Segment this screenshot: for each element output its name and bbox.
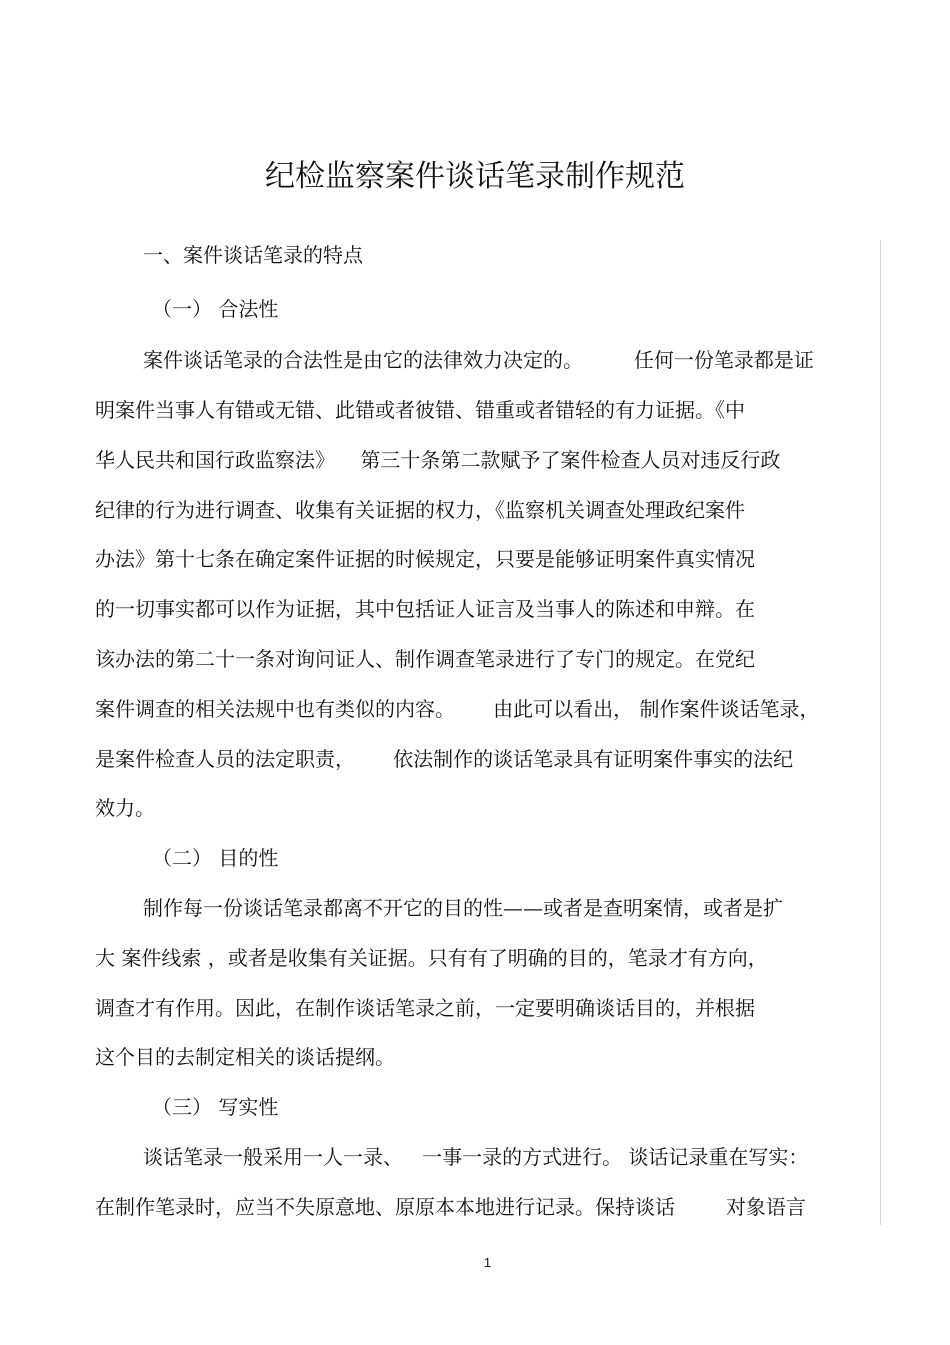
paragraph-line: 案件谈话笔录的合法性是由它的法律效力决定的。 任何一份笔录都是证 (143, 348, 814, 372)
paragraph-line: 调查才有作用。因此，在制作谈话笔录之前，一定要明确谈话目的，并根据 (95, 996, 755, 1020)
paragraph-line: 纪律的行为进行调查、收集有关证据的权力，《监察机关调查处理政纪案件 (95, 498, 745, 522)
subsection-heading: （一） 合法性 (152, 297, 279, 321)
paragraph-line: 案件调查的相关法规中也有类似的内容。 由此可以看出， 制作案件谈话笔录， (95, 697, 820, 721)
paragraph-line: 是案件检查人员的法定职责， 依法制作的谈话笔录具有证明案件事实的法纪 (95, 747, 794, 771)
paragraph-line: 这个目的去制定相关的谈话提纲。 (95, 1045, 395, 1069)
document-title: 纪检监察案件谈话笔录制作规范 (265, 159, 685, 194)
paragraph-line: 明案件当事人有错或无错、此错或者彼错、错重或者错轻的有力证据。《中 (95, 398, 745, 422)
paragraph-line: 华人民共和国行政监察法》 第三十条第二款赋予了案件检查人员对违反行政 (95, 448, 781, 472)
paragraph-line: 的一切事实都可以作为证据，其中包括证人证言及当事人的陈述和申辩。在 (95, 597, 755, 621)
paragraph-line: 办法》第十七条在确定案件证据的时候规定，只要是能够证明案件真实情况 (95, 547, 755, 571)
paragraph-line: 效力。 (95, 796, 155, 820)
paragraph-line: 制作每一份谈话笔录都离不开它的目的性——或者是查明案情，或者是扩 (143, 896, 783, 920)
subsection-heading: （三） 写实性 (152, 1095, 279, 1119)
paragraph-line: 谈话笔录一般采用一人一录、 一事一录的方式进行。 谈话记录重在写实： (143, 1145, 809, 1169)
page-number: 1 (483, 1255, 492, 1270)
paragraph-line: 在制作笔录时，应当不失原意地、原原本本地进行记录。保持谈话 对象语言 (95, 1195, 806, 1219)
subsection-heading: （二） 目的性 (152, 846, 279, 870)
paragraph-line: 大 案件线索 ，或者是收集有关证据。只有有了明确的目的，笔录才有方向， (95, 946, 768, 970)
paragraph-line: 该办法的第二十一条对询问证人、制作调查笔录进行了专门的规定。在党纪 (95, 647, 755, 671)
margin-rule (880, 240, 881, 1225)
section-heading: 一、案件谈话笔录的特点 (143, 243, 363, 267)
